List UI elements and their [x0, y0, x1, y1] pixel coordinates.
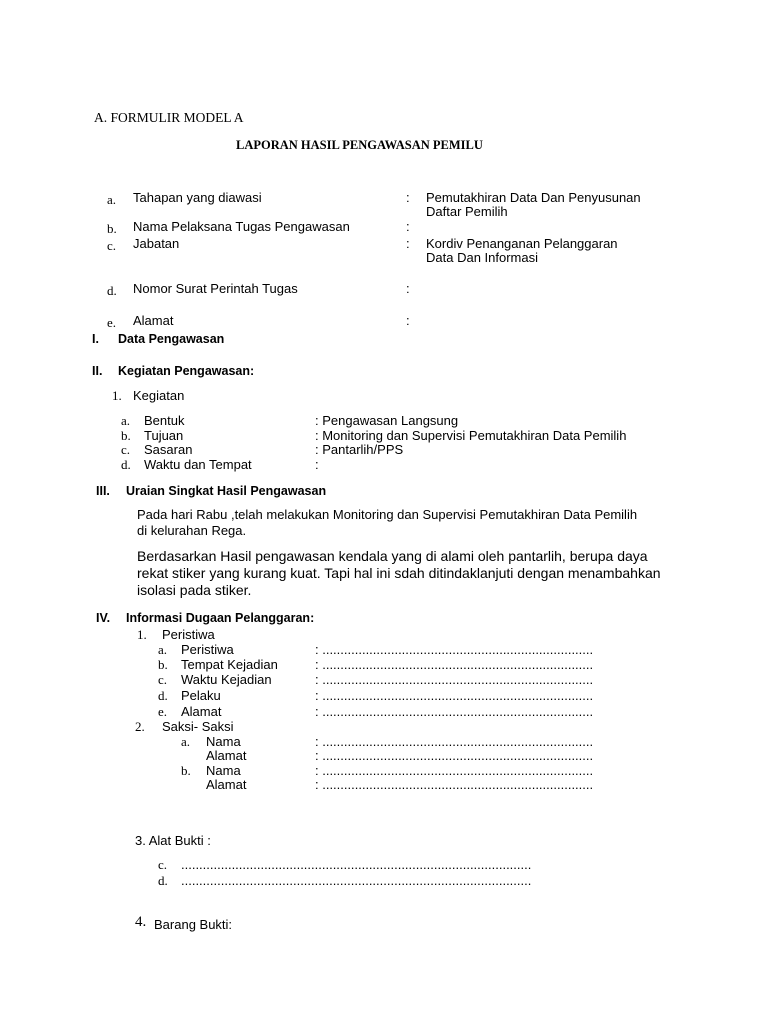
- summary-text-part2: Monitoring dan Supervisi Pemutakhiran Data Pemilih: [332, 507, 638, 522]
- subsection-number: 2.: [135, 719, 145, 734]
- row-letter: d.: [121, 457, 131, 472]
- dotted-field: .................................................................................................: [181, 873, 532, 888]
- summary-text-part1: Pada hari Rabu ,telah melakukan: [137, 507, 330, 522]
- row-label: Peristiwa: [181, 642, 234, 657]
- identity-label: Jabatan: [133, 236, 180, 251]
- identity-label: Tahapan yang diawasi: [133, 190, 262, 205]
- identity-colon: :: [406, 219, 410, 234]
- dotted-field: : ...........................................................................: [315, 704, 594, 719]
- dotted-field: : ...........................................................................: [315, 763, 594, 778]
- row-label: Nama: [206, 734, 241, 749]
- dotted-field: : ...........................................................................: [315, 672, 594, 687]
- identity-label: Nama Pelaksana Tugas Pengawasan: [133, 219, 350, 234]
- subsection-title: Kegiatan: [133, 388, 185, 403]
- subsection-title: Barang Bukti:: [154, 917, 233, 932]
- form-title: A. FORMULIR MODEL A: [94, 110, 244, 125]
- row-label: Alamat: [181, 704, 222, 719]
- row-letter: b.: [181, 763, 191, 778]
- subsection-number: 1.: [112, 388, 122, 403]
- row-label: Tempat Kejadian: [181, 657, 278, 672]
- dotted-field: : ...........................................................................: [315, 642, 594, 657]
- row-letter: b.: [121, 428, 131, 443]
- section-title: Informasi Dugaan Pelanggaran:: [126, 611, 315, 625]
- section-title: Kegiatan Pengawasan:: [118, 364, 255, 378]
- row-letter: d.: [158, 688, 168, 703]
- row-letter: c.: [158, 672, 168, 687]
- identity-letter: c.: [107, 238, 117, 253]
- row-letter: c.: [158, 857, 168, 872]
- section-title: Uraian Singkat Hasil Pengawasan: [126, 484, 327, 498]
- row-value: : Monitoring dan Supervisi Pemutakhiran Data Pemilih: [315, 428, 627, 443]
- identity-letter: e.: [107, 315, 117, 330]
- identity-label: Nomor Surat Perintah Tugas: [133, 281, 298, 296]
- dotted-field: .................................................................................................: [181, 857, 532, 872]
- identity-letter: b.: [107, 221, 117, 236]
- row-letter: a.: [121, 413, 131, 428]
- section-number: III.: [96, 484, 110, 498]
- row-value: : Pengawasan Langsung: [315, 413, 459, 428]
- row-label: Tujuan: [144, 428, 184, 443]
- subsection-number: 4.: [135, 914, 147, 930]
- subsection-title: Saksi- Saksi: [162, 719, 234, 734]
- row-letter: b.: [158, 657, 168, 672]
- summary-paragraph-2: Berdasarkan Hasil pengawasan kendala yang di alami oleh pantarlih, berupa daya rekat stiker yang kurang kuat. Tapi hal ini sdah ditindaklanjuti dengan menambahkan isolasi pada stiker.: [137, 548, 661, 598]
- row-letter: c.: [121, 442, 131, 457]
- identity-colon: :: [406, 236, 410, 251]
- identity-colon: :: [406, 313, 410, 328]
- alat-bukti-title: 3. Alat Bukti :: [135, 833, 211, 848]
- identity-colon: :: [406, 190, 410, 205]
- section-number: II.: [92, 364, 103, 378]
- summary-paragraph-1: [137, 507, 697, 539]
- section-number: IV.: [96, 611, 111, 625]
- subsection-title: Peristiwa: [162, 627, 215, 642]
- dotted-field: : ...........................................................................: [315, 688, 594, 703]
- section-number: I.: [92, 332, 99, 346]
- dotted-field: : ...........................................................................: [315, 777, 594, 792]
- row-label: Waktu Kejadian: [181, 672, 272, 687]
- row-letter: e.: [158, 704, 168, 719]
- identity-value: Kordiv Penanganan Pelanggaran: [426, 236, 618, 251]
- dotted-field: : ...........................................................................: [315, 734, 594, 749]
- identity-letter: a.: [107, 192, 117, 207]
- report-title: LAPORAN HASIL PENGAWASAN PEMILU: [236, 138, 483, 152]
- row-letter: a.: [158, 642, 168, 657]
- row-label: Bentuk: [144, 413, 185, 428]
- row-label: Alamat: [206, 748, 247, 763]
- dotted-field: : ...........................................................................: [315, 748, 594, 763]
- row-label: Waktu dan Tempat: [144, 457, 252, 472]
- row-value: :: [315, 457, 319, 472]
- row-label: Sasaran: [144, 442, 193, 457]
- subsection-number: 1.: [137, 627, 147, 642]
- summary-text-part3: di kelurahan Rega.: [137, 523, 247, 538]
- row-label: Pelaku: [181, 688, 221, 703]
- identity-value-line2: Data Dan Informasi: [426, 250, 538, 265]
- identity-letter: d.: [107, 283, 117, 298]
- row-label: Nama: [206, 763, 241, 778]
- row-letter: a.: [181, 734, 191, 749]
- row-value: : Pantarlih/PPS: [315, 442, 404, 457]
- row-label: Alamat: [206, 777, 247, 792]
- row-letter: d.: [158, 873, 168, 888]
- identity-value-line2: Daftar Pemilih: [426, 204, 508, 219]
- identity-label: Alamat: [133, 313, 174, 328]
- section-title: Data Pengawasan: [118, 332, 225, 346]
- dotted-field: : ...........................................................................: [315, 657, 594, 672]
- identity-colon: :: [406, 281, 410, 296]
- identity-value: Pemutakhiran Data Dan Penyusunan: [426, 190, 641, 205]
